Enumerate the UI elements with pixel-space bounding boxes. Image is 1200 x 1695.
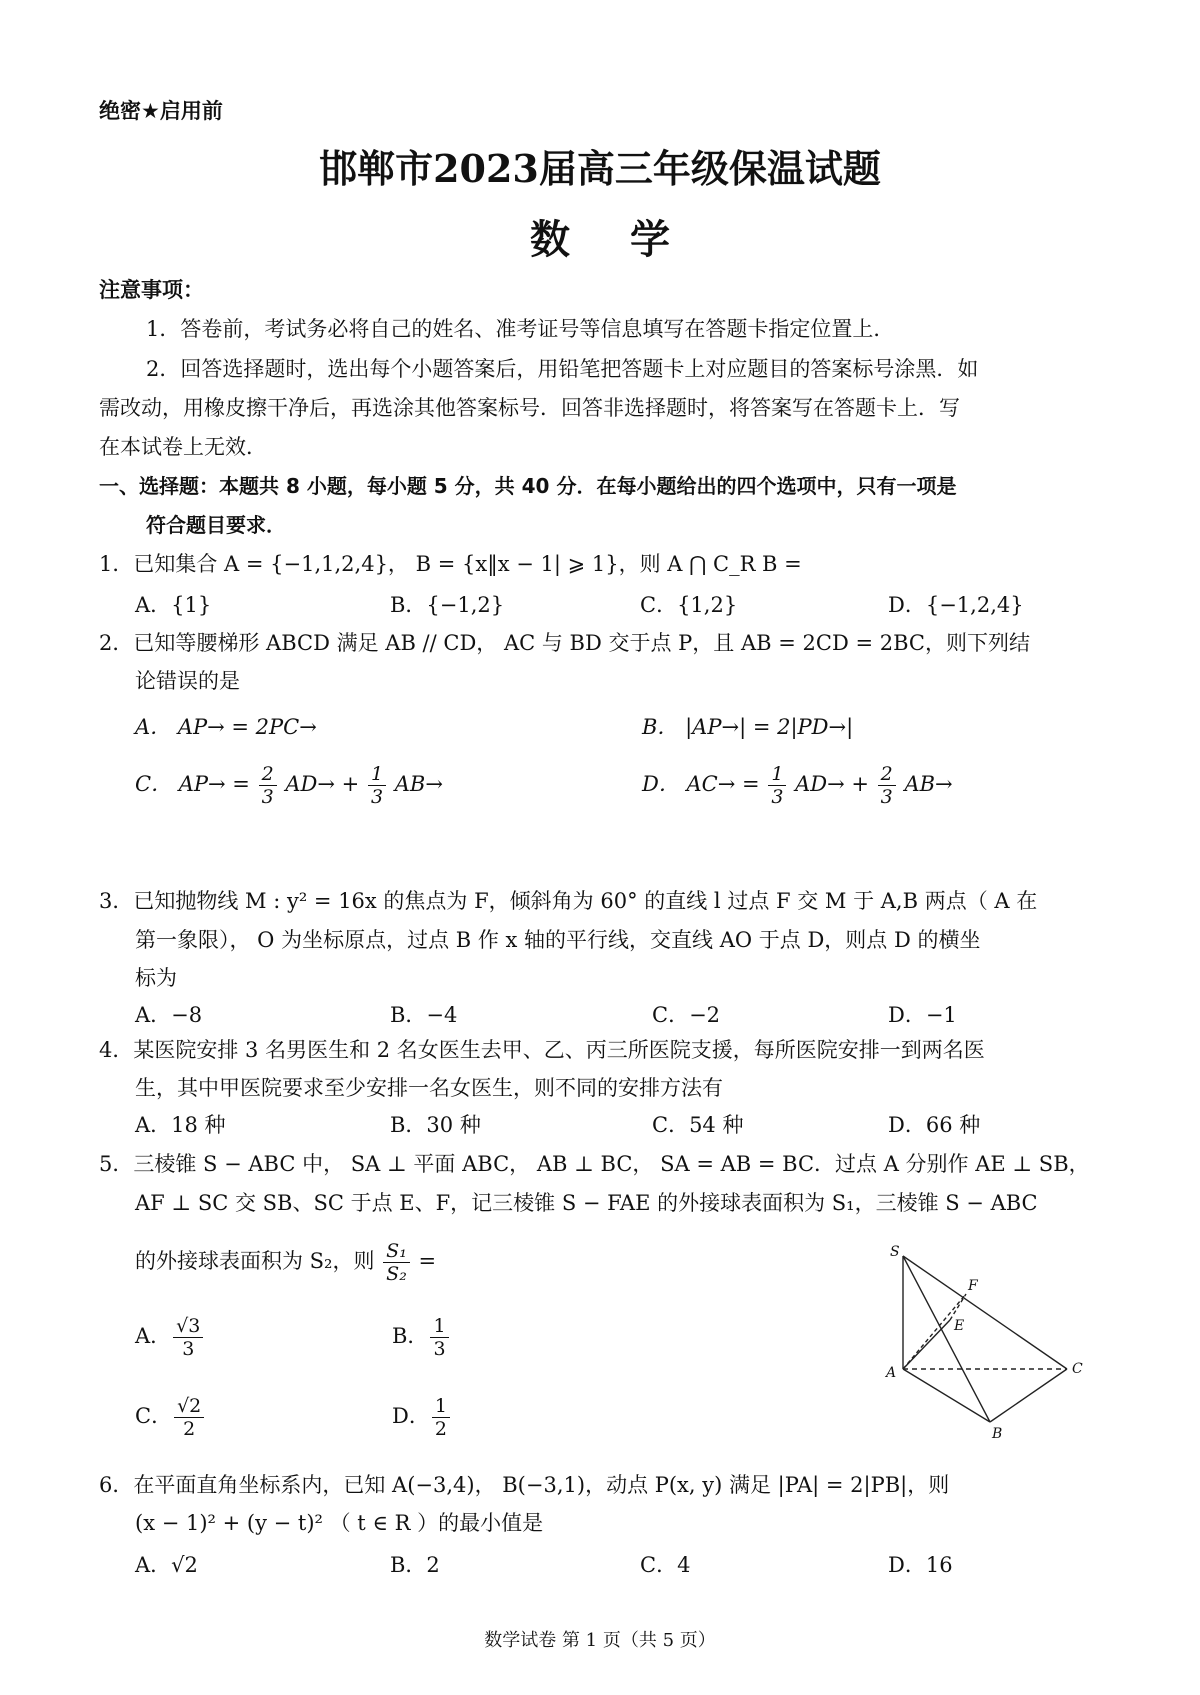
q5-stem-line3: 的外接球表面积为 S₂，则 $\frac{\text{S₁}}{\text{S₂}}$ =	[135, 1240, 437, 1285]
edge-sc	[903, 1256, 1067, 1369]
q2-stem-line2: 论错误的是	[135, 669, 240, 693]
q6-option-b: B．2	[390, 1553, 440, 1577]
q1-option-a: A．{1}	[135, 593, 212, 617]
q6-option-a: A．√2	[135, 1553, 198, 1577]
q3-option-a: A．−8	[135, 1003, 203, 1027]
q3-option-c: C．−2	[652, 1003, 721, 1027]
subject-title: 数学	[530, 216, 730, 263]
q6-stem-line2: (x − 1)² + (y − t)² （ t ∈ R ）的最小值是	[135, 1511, 544, 1535]
label-c: C	[1072, 1361, 1083, 1377]
q6-option-d: D．16	[888, 1553, 953, 1577]
notes-heading: 注意事项：	[99, 278, 204, 302]
q5-pyramid-figure	[880, 1240, 1090, 1440]
q4-option-b: B．30 种	[390, 1113, 481, 1137]
q2-c-fraction-1: $\frac{2}{3}$	[259, 763, 277, 808]
q2-d-fraction-1: $\frac{1}{3}$	[768, 763, 786, 808]
label-f: F	[968, 1278, 978, 1294]
q4-option-d: D．66 种	[888, 1113, 981, 1137]
q5-option-c: C． $\frac{√2}{2}$	[135, 1395, 206, 1440]
label-a: A	[886, 1365, 897, 1381]
q3-stem-line2: 第一象限）， O 为坐标原点，过点 B 作 x 轴的平行线，交直线 AO 于点 D，则点 D 的横坐	[135, 928, 981, 952]
q3-option-b: B．−4	[390, 1003, 458, 1027]
q2-option-b: B． |AP→| = 2|PD→|	[642, 715, 854, 739]
q2-d-fraction-2: $\frac{2}{3}$	[878, 763, 896, 808]
note-item-2-line1: 2．回答选择题时，选出每个小题答案后，用铅笔把答题卡上对应题目的答案标号涂黑．如	[146, 357, 979, 381]
page-title: 邯郸市2023届高三年级保温试题	[319, 146, 881, 191]
q5-stem-line2: AF ⊥ SC 交 SB、SC 于点 E、F，记三棱锥 S − FAE 的外接球表面积为 S₁，三棱锥 S − ABC	[135, 1191, 1038, 1215]
q2-option-d: D． AC→ = $\frac{1}{3}$ AD→ + $\frac{2}{3}$ AB→	[642, 763, 953, 808]
q4-option-a: A．18 种	[135, 1113, 226, 1137]
edge-ab	[903, 1369, 990, 1422]
q6-option-c: C．4	[640, 1553, 691, 1577]
q1-stem: 1．已知集合 A = {−1,1,2,4}， B = {x‖x − 1| ⩾ 1}，则 A ⋂ C_R B =	[99, 552, 802, 576]
label-b: B	[992, 1426, 1003, 1440]
q3-stem-line3: 标为	[135, 966, 177, 990]
q6-stem-line1: 6．在平面直角坐标系内，已知 A(−3,4)， B(−3,1)，动点 P(x, y) 满足 |PA| = 2|PB|，则	[99, 1473, 950, 1497]
q1-option-c: C．{1,2}	[640, 593, 738, 617]
section-heading-line2: 符合题目要求．	[146, 513, 286, 537]
q1-option-b: B．{−1,2}	[390, 593, 505, 617]
q2-option-a: A． AP→ = 2PC→	[135, 715, 317, 739]
q2-stem-line1: 2．已知等腰梯形 ABCD 满足 AB // CD， AC 与 BD 交于点 P，且 AB = 2CD = 2BC，则下列结	[99, 631, 1030, 655]
confidential-label: 绝密★启用前	[99, 99, 223, 123]
section-heading-line1: 一、选择题：本题共 8 小题，每小题 5 分，共 40 分．在每小题给出的四个选项中，只有一项是	[99, 474, 957, 498]
q3-stem-line1: 3．已知抛物线 M : y² = 16x 的焦点为 F，倾斜角为 60° 的直线 l 过点 F 交 M 于 A,B 两点（ A 在	[99, 889, 1038, 913]
q5-option-a: A． $\frac{√3}{3}$	[135, 1315, 205, 1360]
q4-stem-line1: 4．某医院安排 3 名男医生和 2 名女医生去甲、乙、丙三所医院支援，每所医院安排一到两名医	[99, 1038, 985, 1062]
page-footer: 数学试卷 第 1 页（共 5 页）	[484, 1630, 716, 1651]
q2-option-c: C． AP→ = $\frac{2}{3}$ AD→ + $\frac{1}{3}$ AB→	[135, 763, 443, 808]
q5-ratio-fraction: $\frac{\text{S₁}}{\text{S₂}}$	[383, 1240, 410, 1285]
note-item-1: 1．答卷前，考试务必将自己的姓名、准考证号等信息填写在答题卡指定位置上．	[146, 317, 895, 341]
note-item-2-line2: 需改动，用橡皮擦干净后，再选涂其他答案标号．回答非选择题时，将答案写在答题卡上．写	[99, 396, 960, 420]
label-e: E	[954, 1318, 965, 1334]
note-item-2-line3: 在本试卷上无效．	[99, 435, 267, 459]
q1-option-d: D．{−1,2,4}	[888, 593, 1024, 617]
edge-bc	[990, 1369, 1067, 1422]
q2-c-fraction-2: $\frac{1}{3}$	[368, 763, 386, 808]
q5-stem-line1: 5．三棱锥 S − ABC 中， SA ⊥ 平面 ABC， AB ⊥ BC， SA = AB = BC．过点 A 分别作 AE ⊥ SB，	[99, 1152, 1090, 1176]
q3-option-d: D．−1	[888, 1003, 957, 1027]
q4-option-c: C．54 种	[652, 1113, 744, 1137]
label-s: S	[890, 1244, 900, 1260]
q5-option-d: D． $\frac{1}{2}$	[392, 1395, 452, 1440]
q5-option-b: B． $\frac{1}{3}$	[392, 1315, 451, 1360]
q4-stem-line2: 生，其中甲医院要求至少安排一名女医生，则不同的安排方法有	[135, 1076, 723, 1100]
